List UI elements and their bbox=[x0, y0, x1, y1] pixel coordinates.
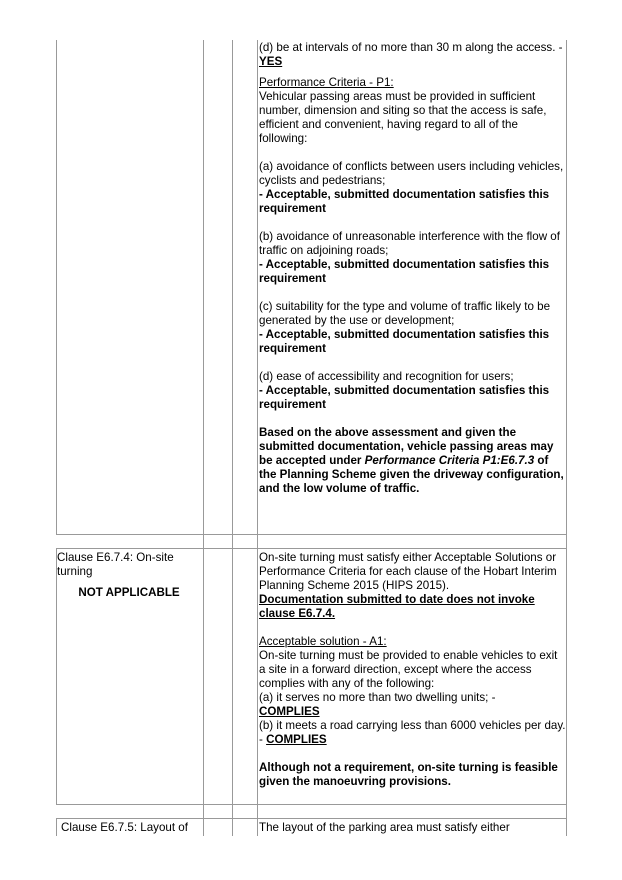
criteria-item: (c) suitability for the type and volume of traffic likely to be generated by the use or development; bbox=[259, 300, 551, 327]
status-badge: NOT APPLICABLE bbox=[78, 586, 180, 599]
assessment-cell-layout bbox=[259, 821, 566, 835]
assessment-cell-onsite-turning bbox=[259, 551, 566, 789]
onsite-turning-intro: On-site turning must satisfy either Acceptable Solutions or Performance Criteria for each clause of the Hobart Interim Planning Scheme 2015 (HIPS 2015). bbox=[259, 551, 557, 592]
performance-criteria-heading: Performance Criteria - P1: bbox=[259, 76, 394, 89]
onsite-turning-finding: Documentation submitted to date does not invoke clause E6.7.4. bbox=[259, 593, 535, 620]
criteria-item: (b) avoidance of unreasonable interference with the flow of traffic on adjoining roads; bbox=[259, 230, 560, 257]
criteria-verdict: - Acceptable, submitted documentation satisfies this requirement bbox=[259, 258, 550, 285]
item-a-result: COMPLIES bbox=[259, 705, 320, 718]
item-b: (b) it meets a road carrying less than 6000 vehicles per day. - COMPLIES bbox=[259, 719, 566, 746]
criteria-verdict: - Acceptable, submitted documentation satisfies this requirement bbox=[259, 328, 550, 355]
onsite-turning-note: Although not a requirement, on-site turning is feasible given the manoeuvring provisions. bbox=[259, 761, 558, 788]
performance-criteria-text: Vehicular passing areas must be provided in sufficient number, dimension and siting so that the access is safe, efficient and convenient, having regard to all of the following: bbox=[259, 90, 547, 145]
clause-label-cell bbox=[61, 821, 203, 835]
item-a: (a) it serves no more than two dwelling units; - bbox=[259, 691, 496, 704]
clause-e675-label: Clause E6.7.5: Layout of bbox=[61, 821, 188, 834]
criteria-item: (d) ease of accessibility and recognition for users; bbox=[259, 370, 514, 383]
assessment-conclusion: Based on the above assessment and given the submitted documentation, vehicle passing areas may be accepted under Performance Criteria P1:E6.7.3 of the Planning Scheme given the driveway configuration, and the low volume of traffic. bbox=[259, 426, 564, 495]
row-divider bbox=[56, 548, 567, 549]
criteria-item: (a) avoidance of conflicts between users including vehicles, cyclists and pedestrians; bbox=[259, 160, 564, 187]
table-border-left bbox=[56, 40, 57, 534]
clause-e674-label: Clause E6.7.4: On-site turning bbox=[57, 551, 174, 578]
column-divider bbox=[257, 40, 258, 836]
item-d-interval: (d) be at intervals of no more than 30 m along the access. - YES bbox=[259, 41, 563, 68]
row-divider bbox=[56, 534, 567, 535]
column-divider bbox=[203, 40, 204, 836]
assessment-cell-passing-areas bbox=[259, 41, 566, 496]
layout-intro: The layout of the parking area must satisfy either bbox=[259, 821, 510, 834]
table-border-left bbox=[56, 818, 57, 836]
criteria-verdict: - Acceptable, submitted documentation satisfies this requirement bbox=[259, 188, 550, 215]
row-divider bbox=[56, 804, 567, 805]
column-divider bbox=[232, 40, 233, 836]
table-border-right bbox=[566, 40, 567, 836]
acceptable-solution-heading: Acceptable solution - A1: bbox=[259, 635, 387, 648]
acceptable-solution-text: On-site turning must be provided to enable vehicles to exit a site in a forward direction, except where the access complies with any of the following: bbox=[259, 649, 558, 690]
criteria-verdict: - Acceptable, submitted documentation satisfies this requirement bbox=[259, 384, 550, 411]
clause-label-cell bbox=[57, 551, 201, 600]
row-divider bbox=[56, 818, 567, 819]
